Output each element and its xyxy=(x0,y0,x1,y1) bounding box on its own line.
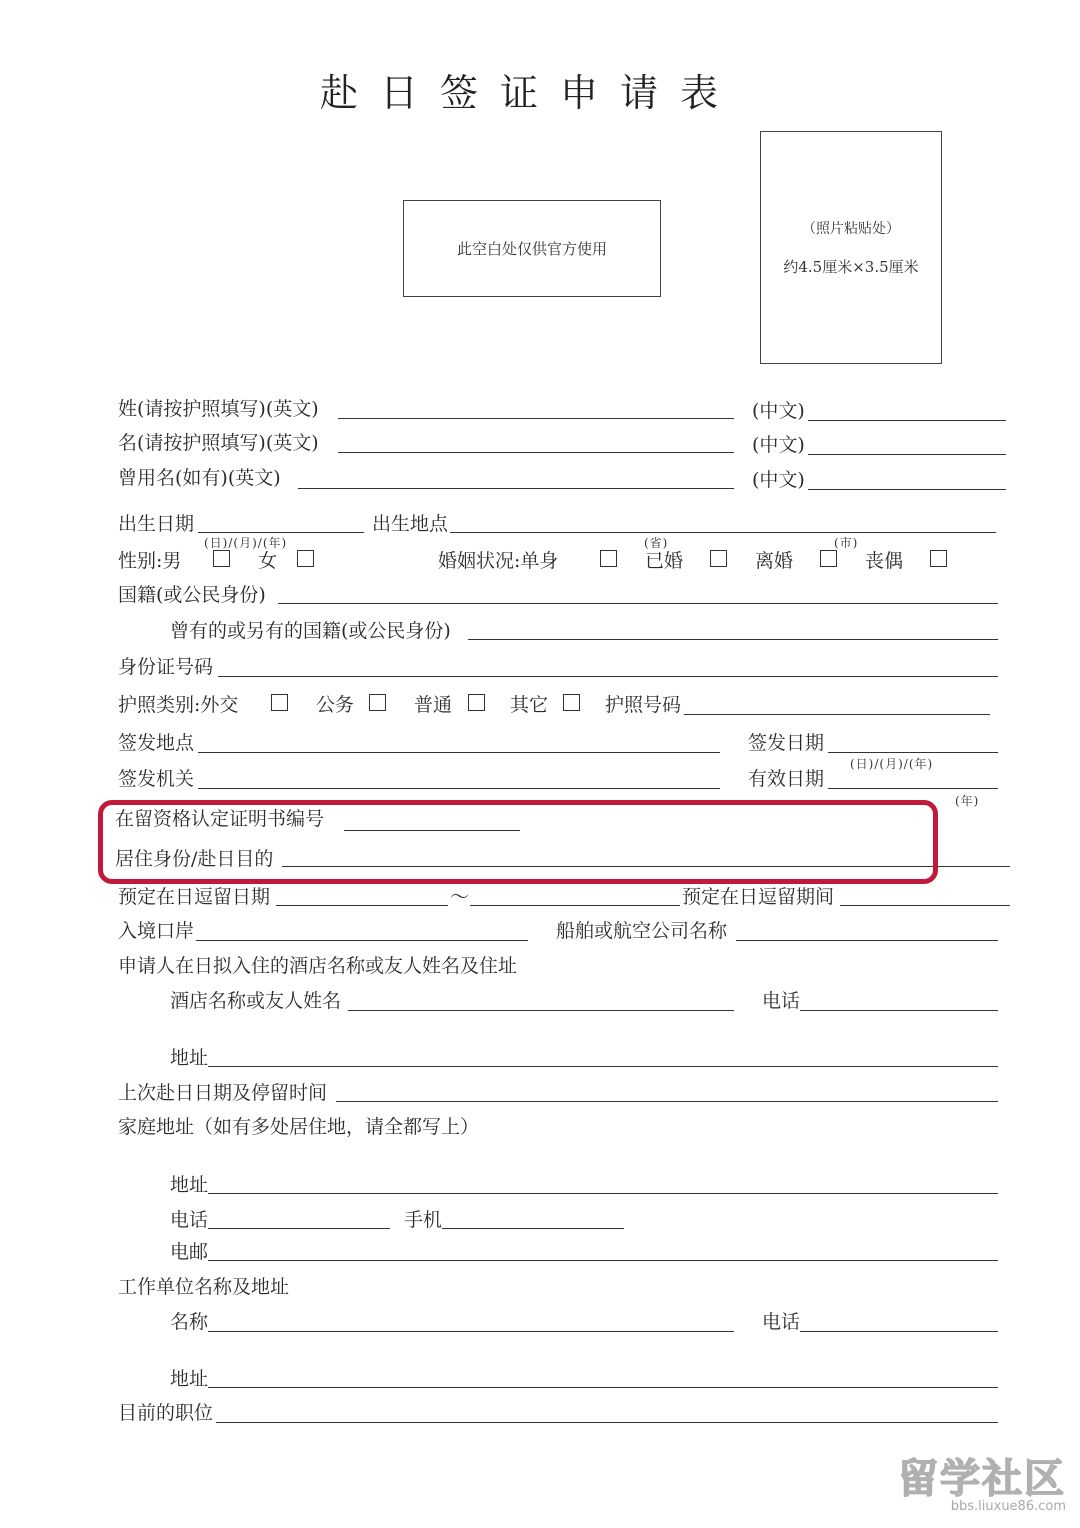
last-visit-label: 上次赴日日期及停留时间 xyxy=(118,1082,328,1104)
gender-female-checkbox[interactable] xyxy=(297,550,314,567)
divorced-label: 离婚 xyxy=(755,550,794,572)
expiry-year-hint: (年) xyxy=(955,794,980,808)
single-checkbox[interactable] xyxy=(600,550,617,567)
widowed-label: 丧偶 xyxy=(865,550,904,572)
official-checkbox[interactable] xyxy=(369,694,386,711)
passport-type-label: 护照类别:外交 xyxy=(118,694,239,716)
hotel-address-field[interactable] xyxy=(208,1066,998,1067)
stay-date-label: 预定在日逗留日期 xyxy=(118,886,271,908)
employer-name-label: 名称 xyxy=(170,1311,209,1333)
former-name-cn-label: (中文) xyxy=(752,469,805,491)
dob-field[interactable] xyxy=(198,532,364,533)
stay-period-field[interactable] xyxy=(840,905,1010,906)
hotel-name-label: 酒店名称或友人姓名 xyxy=(170,990,342,1012)
married-checkbox[interactable] xyxy=(710,550,727,567)
issue-authority-label: 签发机关 xyxy=(118,768,195,790)
hotel-name-field[interactable] xyxy=(348,1010,734,1011)
home-address-label: 地址 xyxy=(170,1174,209,1196)
gender-female-label: 女 xyxy=(258,550,278,572)
former-name-cn-field[interactable] xyxy=(808,489,1006,490)
carrier-label: 船舶或航空公司名称 xyxy=(556,920,728,942)
home-phone-field[interactable] xyxy=(208,1228,390,1229)
birthplace-label: 出生地点 xyxy=(372,513,449,535)
employer-address-field[interactable] xyxy=(208,1387,998,1388)
home-address-field[interactable] xyxy=(208,1193,998,1194)
nationality-label: 国籍(或公民身份) xyxy=(118,584,266,606)
hotel-phone-field[interactable] xyxy=(800,1010,998,1011)
id-number-field[interactable] xyxy=(218,676,998,677)
gender-label: 性别:男 xyxy=(118,550,182,572)
entry-port-field[interactable] xyxy=(196,940,528,941)
id-number-label: 身份证号码 xyxy=(118,656,214,678)
divorced-checkbox[interactable] xyxy=(820,550,837,567)
hotel-heading: 申请人在日拟入住的酒店名称或友人姓名及住址 xyxy=(118,955,518,977)
ordinary-checkbox[interactable] xyxy=(468,694,485,711)
given-name-label: 名(请按护照填写)(英文) xyxy=(118,432,319,454)
purpose-label: 居住身份/赴日目的 xyxy=(115,848,274,870)
other-label: 其它 xyxy=(510,694,549,716)
surname-cn-field[interactable] xyxy=(808,420,1006,421)
nationality-field[interactable] xyxy=(278,603,998,604)
province-hint: (省) xyxy=(644,536,669,550)
watermark-text: 留学社区 xyxy=(898,1456,1066,1502)
marital-label: 婚姻状况:单身 xyxy=(438,550,559,572)
photo-box-size: 约4.5厘米×3.5厘米 xyxy=(783,258,919,276)
entry-port-label: 入境口岸 xyxy=(118,920,195,942)
photo-box xyxy=(760,131,942,364)
former-name-label: 曾用名(如有)(英文) xyxy=(118,467,281,489)
widowed-checkbox[interactable] xyxy=(930,550,947,567)
surname-cn-label: (中文) xyxy=(752,400,805,422)
diplomatic-checkbox[interactable] xyxy=(271,694,288,711)
hotel-phone-label: 电话 xyxy=(762,990,801,1012)
issue-place-label: 签发地点 xyxy=(118,732,195,754)
city-hint: (市) xyxy=(834,536,859,550)
employer-name-field[interactable] xyxy=(208,1331,734,1332)
hotel-address-label: 地址 xyxy=(170,1047,209,1069)
official-use-text: 此空白处仅供官方使用 xyxy=(456,240,607,258)
issue-date-field[interactable] xyxy=(828,752,998,753)
email-label: 电邮 xyxy=(170,1241,209,1263)
watermark-logo xyxy=(898,1458,1066,1514)
carrier-field[interactable] xyxy=(736,940,998,941)
highlight-frame xyxy=(98,800,938,884)
home-phone-label: 电话 xyxy=(170,1209,209,1231)
email-field[interactable] xyxy=(208,1260,998,1261)
official-use-box xyxy=(403,200,661,297)
given-name-cn-field[interactable] xyxy=(808,454,1006,455)
mobile-label: 手机 xyxy=(404,1209,443,1231)
watermark-url: bbs.liuxue86.com xyxy=(950,1499,1066,1514)
passport-no-label: 护照号码 xyxy=(605,694,682,716)
employer-address-label: 地址 xyxy=(170,1368,209,1390)
last-visit-field[interactable] xyxy=(336,1101,998,1102)
former-nationality-label: 曾有的或另有的国籍(或公民身份) xyxy=(170,620,451,642)
form-title: 赴日签证申请表 xyxy=(319,71,740,115)
employer-heading: 工作单位名称及地址 xyxy=(118,1276,290,1298)
passport-no-field[interactable] xyxy=(684,714,990,715)
issue-date-hint: (日)/(月)/(年) xyxy=(850,757,934,771)
position-field[interactable] xyxy=(216,1422,998,1423)
photo-box-caption: （照片粘贴处） xyxy=(802,221,900,237)
official-label: 公务 xyxy=(316,694,355,716)
surname-en-field[interactable] xyxy=(338,418,734,419)
former-nationality-field[interactable] xyxy=(468,639,998,640)
given-name-en-field[interactable] xyxy=(338,452,734,453)
expiry-date-field[interactable] xyxy=(828,788,998,789)
mobile-field[interactable] xyxy=(442,1228,624,1229)
surname-label: 姓(请按护照填写)(英文) xyxy=(118,398,319,420)
coe-number-label: 在留资格认定证明书编号 xyxy=(115,808,325,830)
stay-date-from-field[interactable] xyxy=(276,905,448,906)
issue-place-field[interactable] xyxy=(198,752,720,753)
expiry-date-label: 有效日期 xyxy=(748,768,825,790)
birthplace-field[interactable] xyxy=(450,532,996,533)
employer-phone-field[interactable] xyxy=(800,1331,998,1332)
issue-authority-field[interactable] xyxy=(198,788,720,789)
home-address-heading: 家庭地址（如有多处居住地，请全都写上） xyxy=(118,1116,480,1138)
stay-date-tilde: ～ xyxy=(450,886,470,908)
position-label: 目前的职位 xyxy=(118,1402,214,1424)
dob-hint: (日)/(月)/(年) xyxy=(204,536,288,550)
stay-date-to-field[interactable] xyxy=(470,905,680,906)
issue-date-label: 签发日期 xyxy=(748,732,825,754)
stay-period-label: 预定在日逗留期间 xyxy=(682,886,835,908)
former-name-en-field[interactable] xyxy=(298,488,734,489)
dob-label: 出生日期 xyxy=(118,513,195,535)
ordinary-label: 普通 xyxy=(414,694,453,716)
gender-male-checkbox[interactable] xyxy=(213,550,230,567)
other-checkbox[interactable] xyxy=(563,694,580,711)
employer-phone-label: 电话 xyxy=(762,1311,801,1333)
married-label: 已婚 xyxy=(645,550,684,572)
given-name-cn-label: (中文) xyxy=(752,434,805,456)
